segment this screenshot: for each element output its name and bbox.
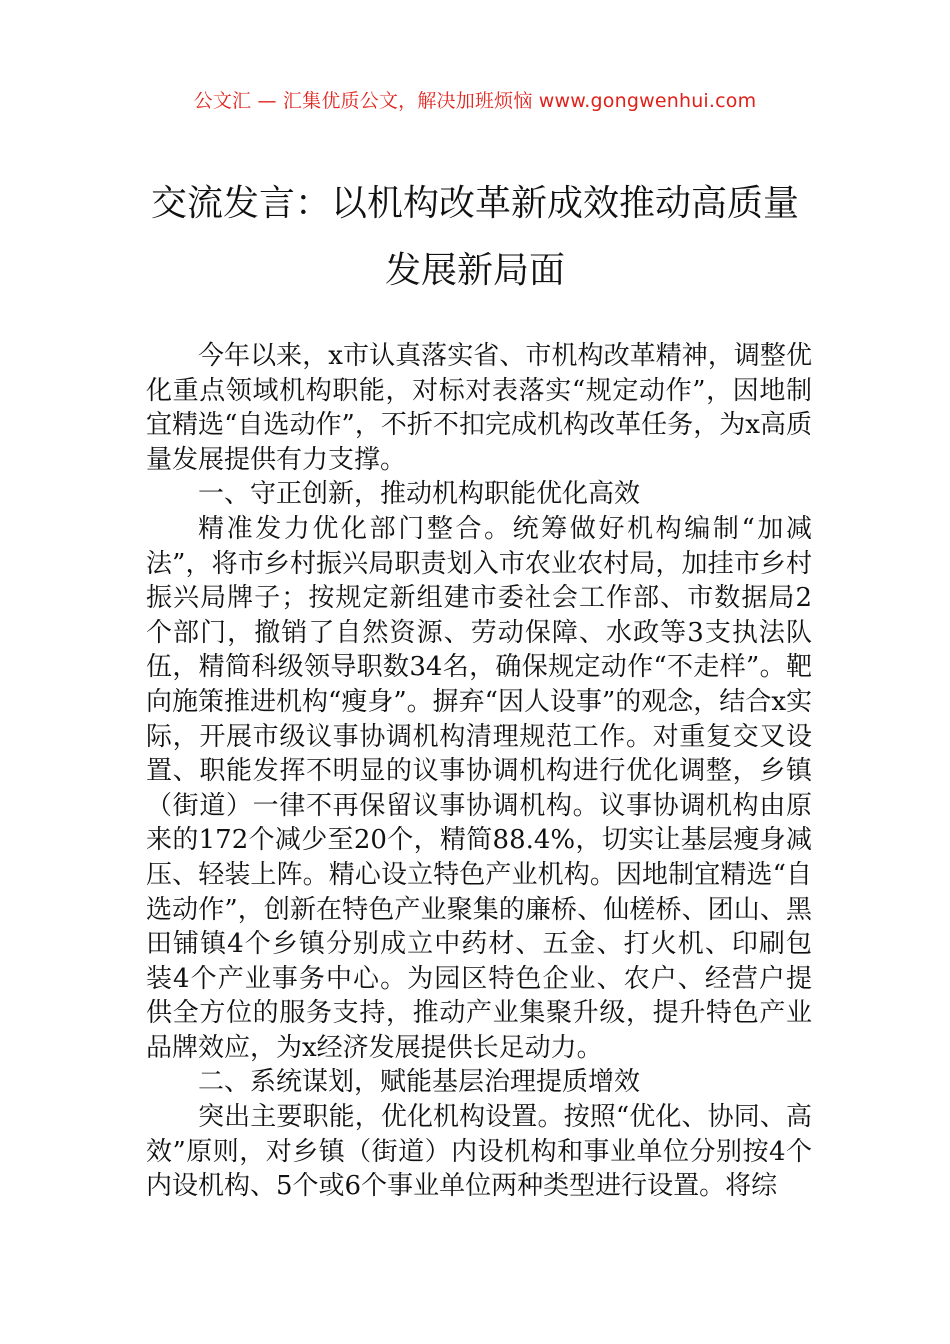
document-body [146, 339, 812, 1204]
section-2-paragraph: 突出主要职能，优化机构设置。按照“优化、协同、高效”原则，对乡镇（街道）内设机构和事业单位分别按4个内设机构、5个或6个事业单位两种类型进行设置。将综 [146, 1102, 812, 1202]
title-line-1: 交流发言：以机构改革新成效推动高质量 [150, 183, 799, 224]
section-1-paragraph: 精准发力优化部门整合。统筹做好机构编制“加减法”，将市乡村振兴局职责划入市农业农村局，加挂市乡村振兴局牌子；按规定新组建市委社会工作部、市数据局2个部门，撤销了自然资源、劳动保障、水政等3支执法队伍，精简科级领导职数34名，确保规定动作“不走样”。靶向施策推进机构“瘦身”。摒弃“因人设事”的观念，结合x实际，开展市级议事协调机构清理规范工作。对重复交叉设置、职能发挥不明显的议事协调机构进行优化调整，乡镇（街道）一律不再保留议事协调机构。议事协调机构由原来的172个减少至20个，精简88.4%，切实让基层瘦身减压、轻装上阵。精心设立特色产业机构。因地制宜精选“自选动作”，创新在特色产业聚集的廉桥、仙槎桥、团山、黑田铺镇4个乡镇分别成立中药材、五金、打火机、印刷包装4个产业事务中心。为园区特色企业、农户、经营户提供全方位的服务支持，推动产业集聚升级，提升特色产业品牌效应，为x经济发展提供长足动力。 [146, 513, 812, 1063]
section-1-heading: 一、守正创新，推动机构职能优化高效 [198, 479, 641, 510]
document-title [120, 170, 830, 304]
title-line-2: 发展新局面 [384, 250, 565, 291]
intro-paragraph: 今年以来，x市认真落实省、市机构改革精神，调整优化重点领域机构职能，对标对表落实“规定动作”，因地制宜精选“自选动作”，不折不扣完成机构改革任务，为x高质量发展提供有力支撑。 [146, 341, 812, 475]
section-2-heading: 二、系统谋划，赋能基层治理提质增效 [198, 1067, 641, 1098]
header-banner[interactable]: 公文汇 — 汇集优质公文，解决加班烦恼 www.gongwenhui.com [193, 90, 757, 112]
